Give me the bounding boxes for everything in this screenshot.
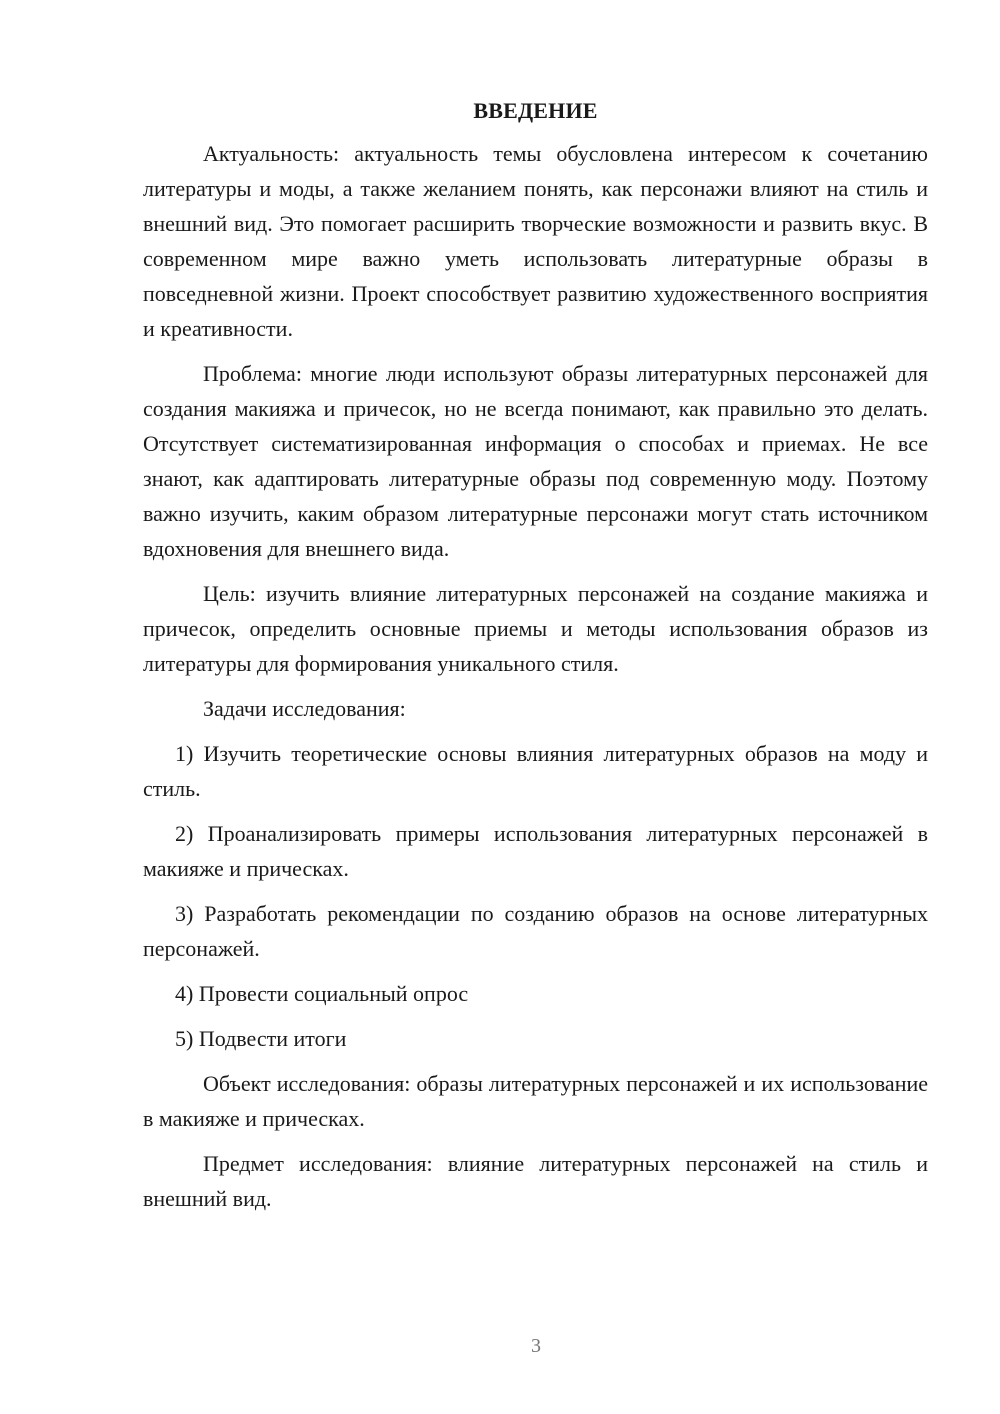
task-item-2: 2) Проанализировать примеры использования литературных персонажей в макияже и прическах.: [143, 821, 928, 881]
subject-paragraph: Предмет исследования: влияние литературных персонажей на стиль и внешний вид.: [143, 1151, 928, 1211]
page-number: 3: [531, 1335, 541, 1357]
object-paragraph: Объект исследования: образы литературных персонажей и их использование в макияже и прическах.: [143, 1071, 928, 1131]
problem-paragraph: Проблема: многие люди используют образы литературных персонажей для создания макияжа и причесок, но не всегда понимают, как правильно это делать. Отсутствует систематизированная информация о способах и приемах. Не все знают, как адаптировать литературные образы под современную моду. Поэтому важно изучить, каким образом литературные персонажи могут стать источником вдохновения для внешнего вида.: [143, 361, 928, 561]
relevance-paragraph: Актуальность: актуальность темы обусловлена интересом к сочетанию литературы и моды, а также желанием понять, как персонажи влияют на стиль и внешний вид. Это помогает расширить творческие возможности и развить вкус. В современном мире важно уметь использовать литературные образы в повседневной жизни. Проект способствует развитию художественного восприятия и креативности.: [143, 141, 928, 341]
task-item-5: 5) Подвести итоги: [175, 1026, 347, 1051]
page-content: [143, 95, 928, 1226]
goal-paragraph: Цель: изучить влияние литературных персонажей на создание макияжа и причесок, определить основные приемы и методы использования образов из литературы для формирования уникального стиля.: [143, 581, 928, 676]
task-item-4: 4) Провести социальный опрос: [175, 981, 469, 1006]
page-title: ВВЕДЕНИЕ: [473, 98, 598, 123]
tasks-heading: Задачи исследования:: [203, 696, 406, 721]
task-item-3: 3) Разработать рекомендации по созданию образов на основе литературных персонажей.: [143, 901, 928, 961]
task-item-1: 1) Изучить теоретические основы влияния литературных образов на моду и стиль.: [143, 741, 928, 801]
